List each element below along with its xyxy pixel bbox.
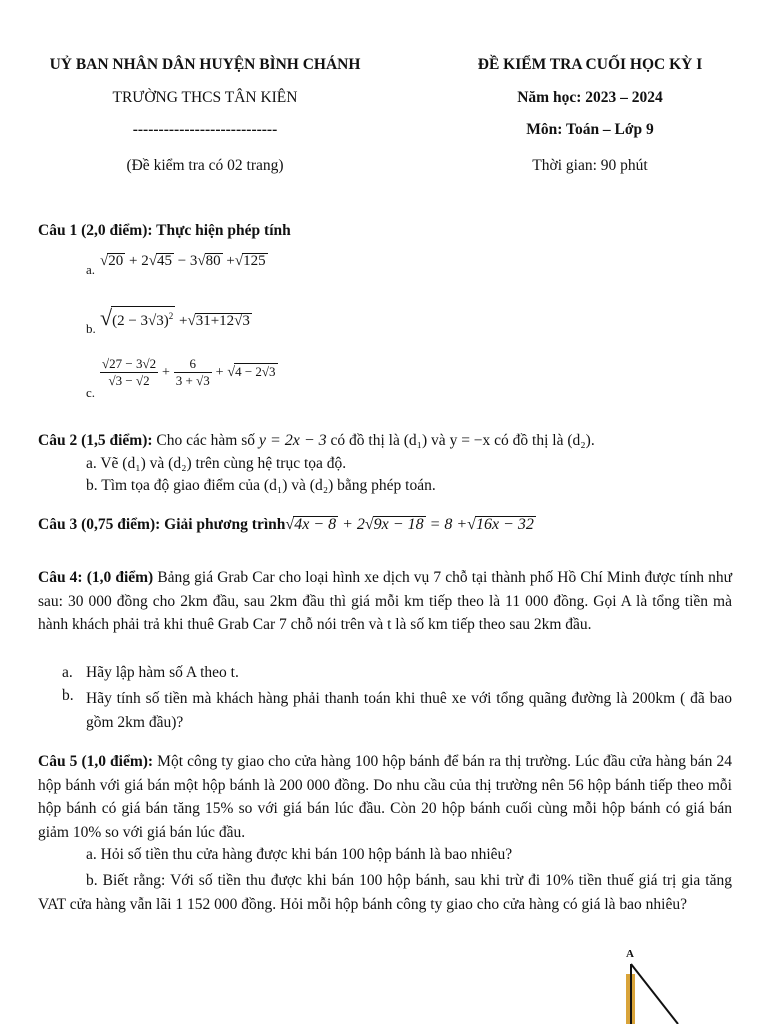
q5-statement [38, 750, 732, 844]
q2-part-a: a. Vẽ (d₁) và (d₂) trên cùng hệ trục tọa độ. [86, 455, 347, 472]
exponent: 2 [168, 311, 174, 321]
radicand: 4 − 2√3 [235, 364, 276, 380]
radicand: 9x − 18 [373, 516, 424, 533]
q5-text: Một công ty giao cho cửa hàng 100 hộp bánh để bán ra thị trường. Lúc đầu cửa hàng bán 24 hộp bánh với giá bán một hộp bánh là 200 000 đồng. Do nhu cầu của thị trường nên 56 hộp bánh tiếp theo mỗi hộp bánh có giá bán tăng 15% so với giá bán lúc đầu. Còn 20 hộp bánh cuối cùng mỗi hộp bánh có giá bán giảm 10% so với giá bán lúc đầu. [38, 753, 732, 841]
numerator: √27 − 3√2 [102, 356, 157, 371]
operator: + 2 [128, 253, 149, 269]
q2-title: Câu 2 (1,5 điểm): [38, 432, 153, 449]
q4-part-a: Hãy lập hàm số A theo t. [86, 664, 239, 681]
q4-part-a-label: a. [62, 664, 73, 681]
q1-c-expression: $\frac{√27 - 3√2}{√3 - √2}$ + $\frac{6}{3 + √3}$ + √4 − 2√3 [102, 356, 276, 388]
fraction-2 [174, 356, 212, 389]
header-school: TRƯỜNG THCS TÂN KIÊN [112, 89, 298, 106]
radicand: 31+12√3 [195, 313, 250, 329]
q3-statement [38, 516, 536, 534]
operator: + 2 [342, 516, 365, 533]
header-divider: ---------------------------- [132, 121, 278, 138]
q5-part-a: a. Hỏi số tiền thu cửa hàng được khi bán 100 hộp bánh là bao nhiêu? [86, 846, 513, 863]
header-authority: UỶ BAN NHÂN DÂN HUYỆN BÌNH CHÁNH [49, 56, 361, 73]
operator: = 8 + [429, 516, 468, 533]
header-exam-title: ĐỀ KIỂM TRA CUỐI HỌC KỲ I [477, 56, 703, 73]
fraction-1 [100, 356, 158, 389]
operator: + [161, 365, 170, 381]
denominator: 3 + √3 [175, 373, 210, 388]
q5-title: Câu 5 (1,0 điểm): [38, 753, 154, 770]
radicand: 45 [156, 253, 172, 269]
q4-text: Bảng giá Grab Car cho loại hình xe dịch vụ 7 chỗ tại thành phố Hồ Chí Minh được tính như sau: 30 000 đồng cho 2km đầu, sau 2km đầu thì giá mỗi km tiếp theo là 11 000 đồng. Gọi A là tổng tiền mà hành khách phải trả khi thuê Grab Car 7 chỗ nói trên và t là số km tiếp theo sau 2km đầu. [38, 569, 732, 633]
figure-slant-line [631, 964, 678, 1024]
operator: + [215, 365, 224, 381]
numerator: 6 [174, 356, 212, 373]
q5-part-b: b. Biết rằng: Với số tiền thu được khi bán 100 hộp bánh, sau khi trừ đi 10% tiền thuế giá trị gia tăng VAT cửa hàng vẫn lãi 1 152 000 đồng. Hỏi mỗi hộp bánh công ty giao cho cửa hàng có giá là bao nhiêu? [38, 872, 732, 913]
radicand: 80 [205, 253, 221, 269]
operator: − 3 [177, 253, 198, 269]
header-page-count: (Đề kiểm tra có 02 trang) [126, 157, 284, 174]
q1-b-label: b. [86, 321, 96, 336]
q2-text-before: Cho các hàm số [152, 432, 259, 449]
header-subject: Môn: Toán – Lớp 9 [526, 121, 654, 138]
denominator: √3 − √2 [108, 373, 150, 388]
q4-statement [38, 566, 732, 637]
q1-a-label: a. [86, 262, 96, 277]
header-school-year: Năm học: 2023 – 2024 [517, 89, 663, 106]
operator: + [226, 253, 235, 269]
figure-label-a: A [626, 948, 634, 960]
q1-b-expression: $√(2 - 3√3)^2 +√31+12√3$ [100, 305, 250, 330]
q3-title: Câu 3 (0,75 điểm): Giải phương trình [38, 516, 286, 533]
q1-c-label: c. [86, 385, 96, 400]
q1-title: Câu 1 (2,0 điểm): Thực hiện phép tính [38, 222, 291, 239]
header-duration: Thời gian: 90 phút [532, 157, 648, 174]
operator: + [179, 313, 188, 329]
squared-term: (2 − 3√3) [112, 313, 169, 329]
q2-function: y = 2x − 3 [258, 432, 327, 449]
q2-statement [38, 432, 595, 450]
radicand: 20 [108, 253, 124, 269]
radicand: 16x − 32 [475, 516, 534, 533]
q4-part-b: Hãy tính số tiền mà khách hàng phải thanh toán khi thuê xe với tổng quãng đường là 200km ( đã bao gồm 2km đầu)? [86, 690, 732, 731]
radicand: 4x − 8 [294, 516, 337, 533]
q4-title: Câu 4: (1,0 điểm) [38, 569, 154, 586]
radicand: 125 [243, 253, 266, 269]
q4-part-b-label: b. [62, 687, 74, 704]
q1-a-expression: √20 + 2√45 − 3√80 +√125 [100, 253, 266, 269]
q2-text-after: có đồ thị là (d₁) và y = −x có đồ thị là (d₂). [326, 432, 595, 449]
figure-diagram [600, 960, 700, 1024]
q3-equation: √4x − 8 + 2√9x − 18 = 8 +√16x − 32 [285, 516, 534, 533]
q2-part-b: b. Tìm tọa độ giao điểm của (d₁) và (d₂) bằng phép toán. [86, 477, 436, 494]
